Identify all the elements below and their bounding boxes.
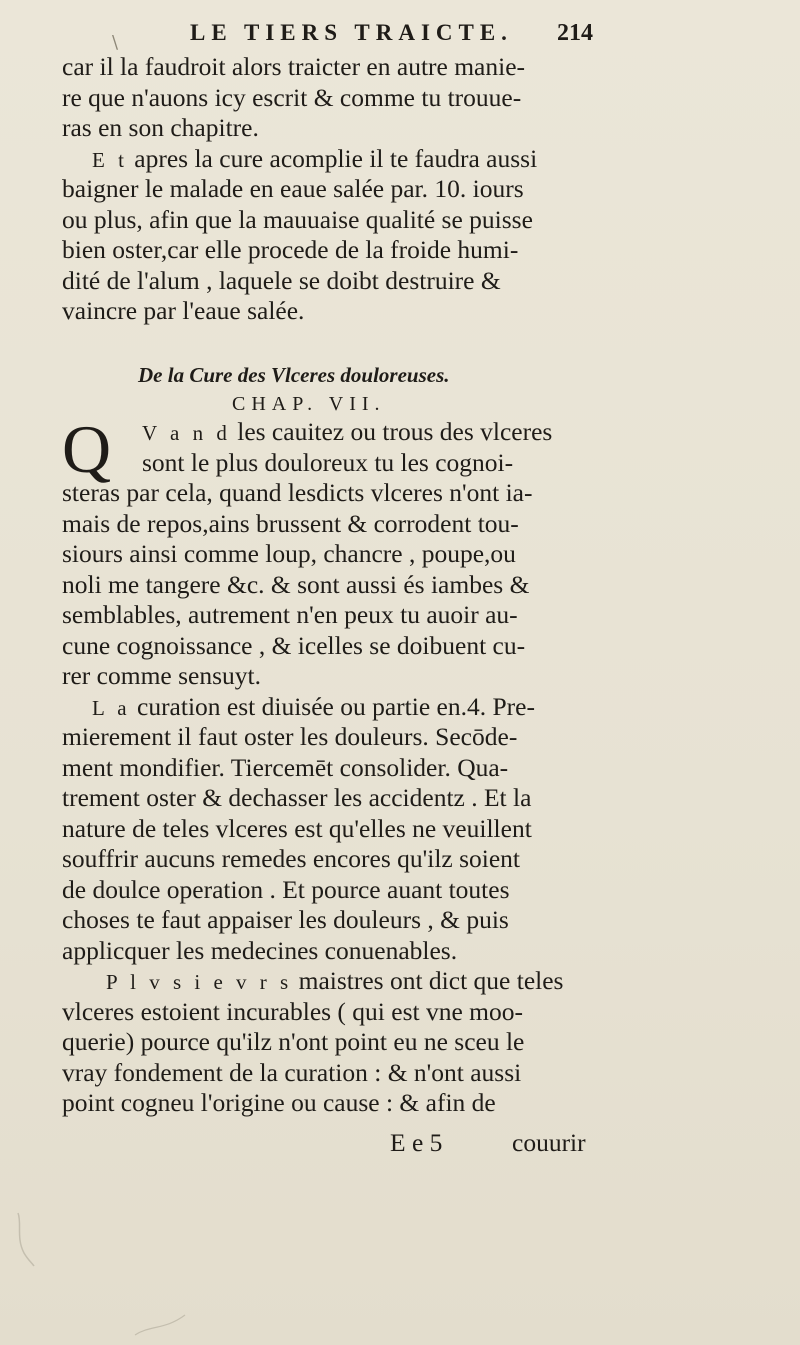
text-line: querie) pource qu'ilz n'ont point eu ne sceu le <box>62 1027 525 1056</box>
chapter-title: De la Cure des Vlceres douloreuses. <box>138 363 450 387</box>
text-line: point cogneu l'origine ou cause : & afin de <box>62 1088 496 1117</box>
text-line: souffrir aucuns remedes encores qu'ilz soient <box>62 844 521 873</box>
text-line: dité de l'alum , laquele se doibt destruire & <box>62 265 501 295</box>
text-line: choses te faut appaiser les douleurs , & puis <box>62 905 509 934</box>
text-line: car il la faudroit alors traicter en autre manie- <box>62 52 526 81</box>
text-line: trement oster & dechasser les accidentz . Et la <box>62 783 532 812</box>
text-line: ras en son chapitre. <box>62 113 259 142</box>
text-line: curation est diuisée ou partie en.4. Pre- <box>130 691 535 721</box>
margin-mark: \ <box>112 32 119 53</box>
text-line: ou plus, afin que la mauuaise qualité se puisse <box>62 204 533 234</box>
paragraph-start <box>62 417 622 448</box>
text-line: apres la cure acomplie il te faudra aussi <box>127 143 538 173</box>
text-line: maistres ont dict que teles <box>292 966 564 995</box>
paragraph-start <box>62 966 622 997</box>
paragraph-start <box>62 144 622 175</box>
text-line: rer comme sensuyt. <box>62 661 261 690</box>
text-line: vlceres estoient incurables ( qui est vne moo- <box>62 996 523 1026</box>
paper-stain <box>130 1310 190 1340</box>
text-line: semblables, autrement n'en peux tu auoir au- <box>62 600 518 629</box>
text-line: mierement il faut oster les douleurs. Secōde- <box>62 722 518 751</box>
chapter-number: CHAP. VII. <box>232 393 386 415</box>
text-line: applicquer les medecines conuenables. <box>62 935 458 965</box>
page-header <box>0 18 800 52</box>
text-line: siours ainsi comme loup, chancre , poupe,ou <box>62 539 516 568</box>
paragraph-lead: E t <box>92 147 128 172</box>
catchword: couurir <box>512 1128 586 1157</box>
text-line: noli me tangere &c. & sont aussi és iambes & <box>62 569 530 599</box>
text-line: cune cognoissance , & icelles se doibuent cu- <box>62 630 526 660</box>
text-line: les cauitez ou trous des vlceres <box>230 417 553 446</box>
text-line: de doulce operation . Et pource auant toutes <box>62 874 510 904</box>
text-line: vaincre par l'eaue salée. <box>62 296 305 325</box>
text-block-top <box>62 52 622 327</box>
text-line: vray fondement de la curation : & n'ont aussi <box>62 1057 522 1087</box>
running-title: LE TIERS TRAICTE. <box>190 20 513 45</box>
text-line: baigner le malade en eaue salée par. 10. iours <box>62 174 524 203</box>
paragraph-lead: V a n d <box>142 421 231 445</box>
drop-cap: Q <box>62 411 112 487</box>
text-line: mais de repos,ains brussent & corrodent tou- <box>62 508 519 538</box>
paragraph-start <box>62 692 622 723</box>
paragraph-lead: P l v s i e v r s <box>106 970 293 994</box>
text-line: ment mondifier. Tiercemēt consolider. Qua- <box>62 752 509 782</box>
text-line: re que n'auons icy escrit & comme tu trouue- <box>62 82 522 112</box>
signature-mark: E e 5 <box>390 1128 443 1157</box>
text-line: bien oster,car elle procede de la froide humi- <box>62 235 519 264</box>
text-line: nature de teles vlceres est qu'elles ne veuillent <box>62 813 532 843</box>
page-number: 214 <box>557 20 593 46</box>
text-line: sont le plus douloreux tu les cognoi- <box>142 447 514 477</box>
paper-stain <box>10 1208 40 1268</box>
text-block-chapter <box>62 411 622 1119</box>
text-line: steras par cela, quand lesdicts vlceres n'ont ia- <box>62 478 533 507</box>
paragraph-lead: L a <box>92 695 131 720</box>
page-footer <box>390 1128 620 1160</box>
